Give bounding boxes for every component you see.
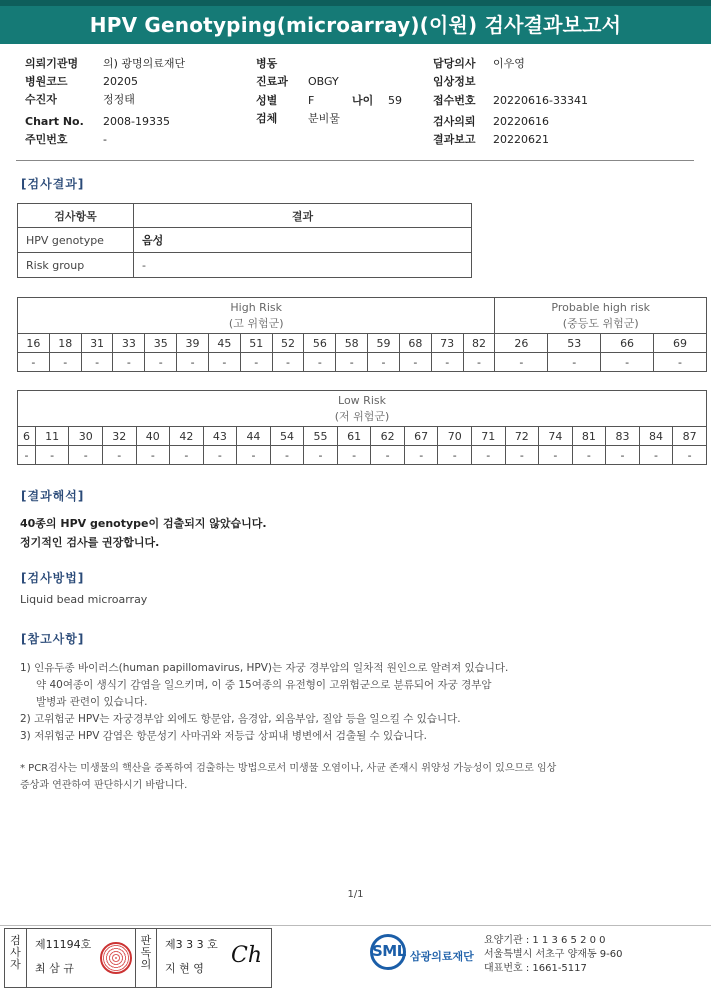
genotype-cell: 70 — [438, 427, 472, 446]
probable-risk-title: Probable high risk — [551, 300, 651, 314]
result-col-item: 검사항목 — [18, 204, 134, 228]
genotype-result-cell: - — [371, 446, 405, 465]
note-line: 1) 인유두종 바이러스(human papillomavirus, HPV)는 자궁 경부암의 일차적 원인으로 알려져 있습니다. — [20, 662, 509, 674]
genotype-result-cell: - — [35, 446, 69, 465]
label-patient: 수진자 — [25, 93, 57, 106]
genotype-result-cell: - — [673, 446, 707, 465]
approver-label: 판독의 — [135, 929, 157, 987]
low-risk-header — [18, 391, 707, 427]
label-request-date: 검사의뢰 — [433, 115, 476, 128]
label-sex: 성별 — [256, 94, 278, 107]
genotype-cell: 55 — [304, 427, 338, 446]
genotype-cell: 81 — [572, 427, 606, 446]
label-doctor: 담당의사 — [433, 57, 476, 70]
genotype-cell: 66 — [601, 334, 654, 353]
genotype-result-cell: - — [654, 353, 707, 372]
label-hospital-code: 병원코드 — [25, 75, 68, 88]
genotype-result-cell: - — [304, 446, 338, 465]
footnote-line: 증상과 연관하여 판단하시기 바랍니다. — [20, 780, 188, 791]
high-risk-title: High Risk — [230, 300, 282, 314]
logo-text: SML — [372, 942, 406, 960]
value-sex: F — [308, 94, 315, 107]
info-col1 — [25, 56, 225, 146]
examiner-no: 제11194호 — [35, 938, 92, 951]
probable-risk-subtitle: (중등도 위험군) — [562, 316, 639, 330]
genotype-cell: 72 — [505, 427, 539, 446]
value-report-date: 20220621 — [493, 133, 549, 146]
sml-logo — [370, 934, 480, 974]
high-risk-header — [18, 298, 495, 334]
genotype-result-cell: - — [145, 353, 177, 372]
note-line: 2) 고위험군 HPV는 자궁경부암 외에도 항문암, 음경암, 외음부암, 질암 등을 일으킬 수 있습니다. — [20, 713, 461, 725]
interpretation-line: 정기적인 검사를 권장합니다. — [20, 536, 160, 549]
genotype-result-cell: - — [240, 353, 272, 372]
genotype-result-cell: - — [495, 353, 548, 372]
low-risk-subtitle: (저 위험군) — [334, 409, 390, 423]
genotype-result-cell: - — [18, 353, 50, 372]
genotype-cell: 30 — [69, 427, 103, 446]
result-value: - — [134, 253, 472, 278]
genotype-result-cell: - — [472, 446, 506, 465]
note-line: 약 40여종이 생식기 감염을 일으키며, 이 중 15여종의 유전형이 고위험군으로 분류되어 자궁 경부암 — [36, 679, 492, 691]
info-col3 — [433, 56, 633, 151]
label-department: 진료과 — [256, 75, 288, 88]
genotype-cell: 35 — [145, 334, 177, 353]
approver-name: 지 현 영 — [165, 962, 204, 975]
genotype-cell: 67 — [404, 427, 438, 446]
note-line: 발병과 관련이 있습니다. — [36, 696, 148, 708]
examiner-label: 검사자 — [5, 929, 27, 987]
value-request-date: 20220616 — [493, 115, 549, 128]
result-item: HPV genotype — [18, 228, 134, 253]
high-risk-subtitle: (고 위험군) — [228, 316, 284, 330]
approver-no: 제3 3 3 호 — [165, 938, 218, 951]
genotype-cell: 53 — [548, 334, 601, 353]
footer — [0, 925, 711, 989]
genotype-cell: 6 — [18, 427, 36, 446]
signature: Ch — [231, 943, 263, 968]
genotype-result-cell: - — [404, 446, 438, 465]
section-result: [검사결과] — [21, 177, 85, 191]
genotype-cell: 51 — [240, 334, 272, 353]
type-row — [18, 427, 707, 446]
genotype-cell: 87 — [673, 427, 707, 446]
divider — [16, 160, 694, 161]
genotype-result-cell: - — [438, 446, 472, 465]
genotype-cell: 68 — [399, 334, 431, 353]
method-text: Liquid bead microarray — [20, 593, 148, 606]
genotype-cell: 26 — [495, 334, 548, 353]
genotype-cell: 16 — [18, 334, 50, 353]
genotype-cell: 83 — [606, 427, 640, 446]
table-row — [18, 253, 472, 278]
genotype-cell: 73 — [431, 334, 463, 353]
genotype-cell: 54 — [270, 427, 304, 446]
genotype-result-cell: - — [304, 353, 336, 372]
value-patient: 정정태 — [103, 93, 135, 106]
genotype-result-cell: - — [463, 353, 495, 372]
label-clinical-info: 임상정보 — [433, 75, 476, 88]
label-receipt-no: 접수번호 — [433, 94, 476, 107]
genotype-result-cell: - — [208, 353, 240, 372]
value-institution: 의) 광명의료재단 — [103, 57, 186, 70]
value-doctor: 이우영 — [493, 57, 525, 70]
result-col-result: 결과 — [134, 204, 472, 228]
genotype-result-cell: - — [136, 446, 170, 465]
label-age: 나이 — [352, 94, 374, 107]
seal-icon — [100, 942, 132, 974]
section-interpretation: [결과해석] — [21, 489, 85, 503]
value-row — [18, 446, 707, 465]
genotype-result-cell: - — [203, 446, 237, 465]
section-notes: [참고사항] — [21, 632, 85, 646]
genotype-cell: 58 — [336, 334, 368, 353]
value-receipt-no: 20220616-33341 — [493, 94, 588, 107]
genotype-result-cell: - — [431, 353, 463, 372]
genotype-result-cell: - — [270, 446, 304, 465]
genotype-cell: 18 — [49, 334, 81, 353]
value-resident-no: - — [103, 133, 107, 146]
notes-list — [20, 660, 508, 745]
genotype-result-cell: - — [548, 353, 601, 372]
institution-info — [484, 934, 623, 976]
table-row — [18, 228, 472, 253]
label-ward: 병동 — [256, 57, 278, 70]
inst-phone: 대표번호 : 1661-5117 — [484, 963, 587, 974]
value-row — [18, 353, 707, 372]
genotype-result-cell: - — [601, 353, 654, 372]
value-chart-no: 2008-19335 — [103, 115, 170, 128]
high-risk-table — [17, 297, 707, 372]
genotype-cell: 40 — [136, 427, 170, 446]
genotype-cell: 43 — [203, 427, 237, 446]
logo-name: 삼광의료재단 — [410, 950, 474, 963]
genotype-result-cell: - — [18, 446, 36, 465]
page-number: 1/1 — [347, 889, 364, 900]
genotype-result-cell: - — [539, 446, 573, 465]
type-row — [18, 334, 707, 353]
note-line: 3) 저위험군 HPV 감염은 항문성기 사마귀와 저등급 상피내 병변에서 검출될 수 있습니다. — [20, 730, 427, 742]
genotype-result-cell: - — [336, 353, 368, 372]
genotype-cell: 82 — [463, 334, 495, 353]
genotype-cell: 84 — [639, 427, 673, 446]
genotype-result-cell: - — [237, 446, 271, 465]
genotype-cell: 56 — [304, 334, 336, 353]
interpretation-text — [20, 514, 267, 552]
genotype-cell: 11 — [35, 427, 69, 446]
genotype-cell: 69 — [654, 334, 707, 353]
genotype-cell: 74 — [539, 427, 573, 446]
genotype-result-cell: - — [177, 353, 209, 372]
label-institution: 의뢰기관명 — [25, 57, 79, 70]
value-specimen: 분비물 — [308, 112, 340, 125]
footnote — [20, 760, 556, 794]
genotype-result-cell: - — [399, 353, 431, 372]
footnote-line: * PCR검사는 미생물의 핵산을 증폭하여 검출하는 방법으로서 미생물 오염이나, 사균 존재시 위양성 가능성이 있으므로 임상 — [20, 763, 557, 774]
info-col2 — [256, 56, 416, 136]
genotype-cell: 31 — [81, 334, 113, 353]
genotype-result-cell: - — [639, 446, 673, 465]
probable-risk-header — [495, 298, 707, 334]
genotype-cell: 71 — [472, 427, 506, 446]
report-title: HPV Genotyping(microarray)(이원) 검사결과보고서 — [0, 0, 711, 44]
genotype-cell: 62 — [371, 427, 405, 446]
genotype-result-cell: - — [170, 446, 204, 465]
genotype-cell: 45 — [208, 334, 240, 353]
label-specimen: 검체 — [256, 112, 278, 125]
genotype-result-cell: - — [69, 446, 103, 465]
examiner-name: 최 삼 규 — [35, 962, 74, 975]
interpretation-line: 40종의 HPV genotype이 검출되지 않았습니다. — [20, 517, 267, 530]
genotype-result-cell: - — [81, 353, 113, 372]
genotype-cell: 32 — [102, 427, 136, 446]
value-hospital-code: 20205 — [103, 75, 138, 88]
genotype-cell: 61 — [337, 427, 371, 446]
genotype-result-cell: - — [337, 446, 371, 465]
result-item: Risk group — [18, 253, 134, 278]
genotype-cell: 44 — [237, 427, 271, 446]
genotype-cell: 39 — [177, 334, 209, 353]
inst-address: 서울특별시 서초구 양재동 9-60 — [484, 949, 623, 960]
value-age: 59 — [388, 94, 402, 107]
low-risk-title: Low Risk — [338, 393, 386, 407]
result-table — [17, 203, 472, 278]
genotype-result-cell: - — [102, 446, 136, 465]
genotype-result-cell: - — [368, 353, 400, 372]
low-risk-table — [17, 390, 707, 465]
section-method: [검사방법] — [21, 571, 85, 585]
genotype-result-cell: - — [606, 446, 640, 465]
label-resident-no: 주민번호 — [25, 133, 68, 146]
value-department: OBGY — [308, 75, 339, 88]
label-report-date: 결과보고 — [433, 133, 476, 146]
genotype-cell: 52 — [272, 334, 304, 353]
genotype-cell: 33 — [113, 334, 145, 353]
result-value: 음성 — [134, 228, 472, 253]
inst-code: 요양기관 : 1 1 3 6 5 2 0 0 — [484, 935, 606, 946]
signature-box — [4, 928, 272, 988]
genotype-cell: 42 — [170, 427, 204, 446]
label-chart-no: Chart No. — [25, 115, 84, 128]
genotype-result-cell: - — [272, 353, 304, 372]
genotype-result-cell: - — [49, 353, 81, 372]
genotype-result-cell: - — [113, 353, 145, 372]
genotype-cell: 59 — [368, 334, 400, 353]
genotype-result-cell: - — [572, 446, 606, 465]
genotype-result-cell: - — [505, 446, 539, 465]
